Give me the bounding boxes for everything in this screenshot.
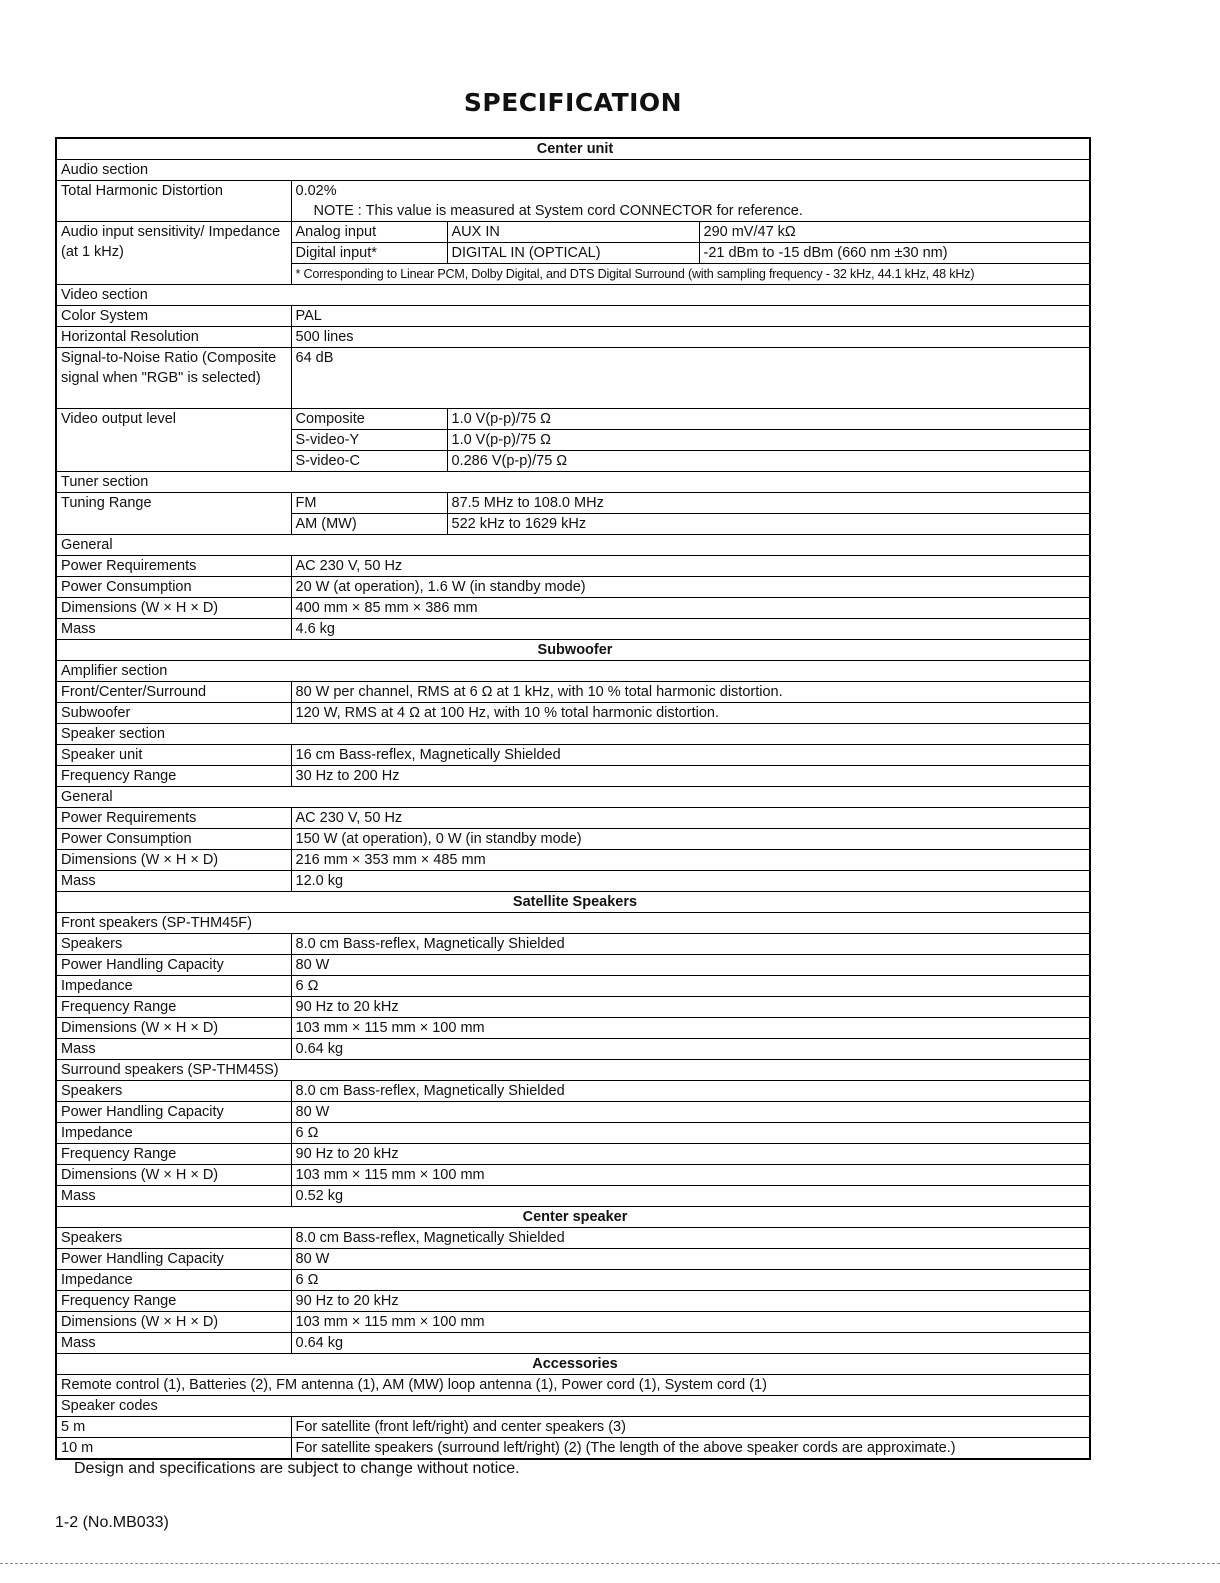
spec-label: Signal-to-Noise Ratio (Composite signal when "RGB" is selected) [56,348,291,409]
spec-value: 90 Hz to 20 kHz [291,1291,1090,1312]
spec-row [56,829,1090,850]
spec-value: 0.64 kg [291,1039,1090,1060]
section-label: General [56,535,1090,556]
section-row [56,1060,1090,1081]
spec-row [56,703,1090,724]
spec-value: 6 Ω [291,1270,1090,1291]
spec-value: 6 Ω [291,1123,1090,1144]
spec-value: 400 mm × 85 mm × 386 mm [291,598,1090,619]
spec-value: 80 W [291,1102,1090,1123]
section-label: Speaker section [56,724,1090,745]
spec-value: 216 mm × 353 mm × 485 mm [291,850,1090,871]
spec-row [56,997,1090,1018]
spec-row [56,1333,1090,1354]
section-label: General [56,787,1090,808]
spec-label: Power Requirements [56,808,291,829]
spec-label: Impedance [56,976,291,997]
spec-sub-label: FM [291,493,447,514]
spec-row [56,306,1090,327]
spec-label: Dimensions (W × H × D) [56,850,291,871]
group-header-row [56,1207,1090,1228]
spec-value: For satellite (front left/right) and center speakers (3) [291,1417,1090,1438]
group-header: Subwoofer [56,640,1090,661]
spec-label: Power Consumption [56,829,291,850]
spec-row [56,181,1090,202]
spec-value: 80 W [291,955,1090,976]
spec-sub-value: 1.0 V(p-p)/75 Ω [447,409,1090,430]
spec-sub-label: AM (MW) [291,514,447,535]
spec-row [56,808,1090,829]
spec-label: Power Handling Capacity [56,1102,291,1123]
spec-row [56,976,1090,997]
spec-row [56,850,1090,871]
spec-row [56,619,1090,640]
spec-value: 103 mm × 115 mm × 100 mm [291,1018,1090,1039]
spec-label: Speakers [56,934,291,955]
spec-value: 90 Hz to 20 kHz [291,997,1090,1018]
spec-row-tall [56,348,1090,409]
spec-value: 8.0 cm Bass-reflex, Magnetically Shielded [291,1081,1090,1102]
spec-label: Dimensions (W × H × D) [56,1018,291,1039]
spec-sub-label: S-video-C [291,451,447,472]
group-header: Center speaker [56,1207,1090,1228]
spec-value: 0.52 kg [291,1186,1090,1207]
spec-row [56,1165,1090,1186]
spec-label: Frequency Range [56,1144,291,1165]
spec-label: Power Consumption [56,577,291,598]
spec-row [56,745,1090,766]
spec-label: Mass [56,1186,291,1207]
section-row [56,285,1090,306]
spec-sub-label: Composite [291,409,447,430]
spec-row [56,1186,1090,1207]
spec-row [56,1102,1090,1123]
spec-sub-port: DIGITAL IN (OPTICAL) [447,243,699,264]
section-row [56,724,1090,745]
section-label: Tuner section [56,472,1090,493]
spec-label: Mass [56,1039,291,1060]
spec-sub-value: 522 kHz to 1629 kHz [447,514,1090,535]
spec-label: Mass [56,619,291,640]
spec-label: 10 m [56,1438,291,1460]
spec-label: Horizontal Resolution [56,327,291,348]
spec-label: Tuning Range [56,493,291,535]
spec-value: 80 W per channel, RMS at 6 Ω at 1 kHz, with 10 % total harmonic distortion. [291,682,1090,703]
spec-row [56,1270,1090,1291]
spec-label: Mass [56,1333,291,1354]
section-row [56,535,1090,556]
spec-label: Frequency Range [56,1291,291,1312]
spec-label: Impedance [56,1270,291,1291]
spec-row [56,1438,1090,1460]
spec-row [56,1249,1090,1270]
spec-label: Speakers [56,1081,291,1102]
spec-label: Speakers [56,1228,291,1249]
group-header: Center unit [56,138,1090,160]
spec-row [56,766,1090,787]
spec-label: Front/Center/Surround [56,682,291,703]
section-label: Video section [56,285,1090,306]
spec-label: Dimensions (W × H × D) [56,1312,291,1333]
spec-value: 80 W [291,1249,1090,1270]
spec-row [56,1123,1090,1144]
spec-label: Dimensions (W × H × D) [56,1165,291,1186]
spec-label: Dimensions (W × H × D) [56,598,291,619]
section-row [56,661,1090,682]
spec-label: Total Harmonic Distortion [56,181,291,222]
spec-label: Color System [56,306,291,327]
spec-sub-value: 1.0 V(p-p)/75 Ω [447,430,1090,451]
spec-value: 90 Hz to 20 kHz [291,1144,1090,1165]
spec-row [56,955,1090,976]
spec-value: 8.0 cm Bass-reflex, Magnetically Shielded [291,1228,1090,1249]
section-label: Amplifier section [56,661,1090,682]
spec-row [56,556,1090,577]
spec-value: AC 230 V, 50 Hz [291,556,1090,577]
footer-note: Design and specifications are subject to change without notice. [74,1460,520,1477]
spec-value: 4.6 kg [291,619,1090,640]
spec-sub-label: Digital input* [291,243,447,264]
spec-row [56,1039,1090,1060]
spec-value: 0.64 kg [291,1333,1090,1354]
section-row [56,160,1090,181]
group-header: Accessories [56,1354,1090,1375]
section-label: Audio section [56,160,1090,181]
spec-row [56,934,1090,955]
spec-value: 103 mm × 115 mm × 100 mm [291,1312,1090,1333]
spec-value: 30 Hz to 200 Hz [291,766,1090,787]
spec-value: 500 lines [291,327,1090,348]
section-row [56,1375,1090,1396]
section-label: Front speakers (SP-THM45F) [56,913,1090,934]
spec-row [56,577,1090,598]
spec-label: 5 m [56,1417,291,1438]
group-header-row [56,138,1090,160]
spec-sub-label: S-video-Y [291,430,447,451]
page-number: 1-2 (No.MB033) [55,1514,169,1531]
spec-label: Impedance [56,1123,291,1144]
spec-label: Power Requirements [56,556,291,577]
spec-label: Audio input sensitivity/ Impedance (at 1 kHz) [56,222,291,285]
spec-label: Subwoofer [56,703,291,724]
bottom-dashed-rule [0,1563,1220,1564]
specification-table [55,137,1091,1460]
spec-value: 6 Ω [291,976,1090,997]
spec-row [56,1291,1090,1312]
spec-sub-value: -21 dBm to -15 dBm (660 nm ±30 nm) [699,243,1090,264]
spec-label: Video output level [56,409,291,472]
section-row [56,913,1090,934]
spec-row [56,1081,1090,1102]
spec-sub-row [56,409,1090,430]
specification-table-body [56,138,1090,1459]
spec-value: AC 230 V, 50 Hz [291,808,1090,829]
spec-row [56,598,1090,619]
spec-value: 103 mm × 115 mm × 100 mm [291,1165,1090,1186]
spec-value: 12.0 kg [291,871,1090,892]
spec-sub-row [56,493,1090,514]
group-header-row [56,892,1090,913]
spec-label: Speaker unit [56,745,291,766]
footnote: * Corresponding to Linear PCM, Dolby Digital, and DTS Digital Surround (with sampling frequency - 32 kHz, 44.1 kHz, 48 kHz) [291,264,1090,285]
spec-row [56,682,1090,703]
spec-value: PAL [291,306,1090,327]
spec-value: 150 W (at operation), 0 W (in standby mode) [291,829,1090,850]
section-label: Remote control (1), Batteries (2), FM antenna (1), AM (MW) loop antenna (1), Power cord (1), System cord (1) [56,1375,1090,1396]
spec-row [56,327,1090,348]
spec-value: 120 W, RMS at 4 Ω at 100 Hz, with 10 % total harmonic distortion. [291,703,1090,724]
spec-label: Power Handling Capacity [56,955,291,976]
spec-sub-value: 0.286 V(p-p)/75 Ω [447,451,1090,472]
spec-sub-row [56,222,1090,243]
spec-value: 16 cm Bass-reflex, Magnetically Shielded [291,745,1090,766]
spec-row [56,1417,1090,1438]
spec-sub-port: AUX IN [447,222,699,243]
section-label: Surround speakers (SP-THM45S) [56,1060,1090,1081]
group-header-row [56,640,1090,661]
section-row [56,472,1090,493]
spec-value: 20 W (at operation), 1.6 W (in standby mode) [291,577,1090,598]
spec-row [56,1144,1090,1165]
spec-value: 8.0 cm Bass-reflex, Magnetically Shielded [291,934,1090,955]
section-label: Speaker codes [56,1396,1090,1417]
spec-label: Power Handling Capacity [56,1249,291,1270]
spec-row [56,1018,1090,1039]
section-row [56,787,1090,808]
group-header-row [56,1354,1090,1375]
spec-value: 64 dB [291,348,1090,409]
spec-value: 0.02% [291,181,1090,202]
spec-value: For satellite speakers (surround left/right) (2) (The length of the above speaker cords are approximate.) [291,1438,1090,1460]
spec-row [56,1312,1090,1333]
section-row [56,1396,1090,1417]
spec-sub-value: 290 mV/47 kΩ [699,222,1090,243]
spec-label: Mass [56,871,291,892]
spec-sub-label: Analog input [291,222,447,243]
spec-sub-value: 87.5 MHz to 108.0 MHz [447,493,1090,514]
spec-note: NOTE : This value is measured at System cord CONNECTOR for reference. [291,201,1090,222]
spec-row [56,1228,1090,1249]
spec-row [56,871,1090,892]
page-title: SPECIFICATION [463,88,683,117]
spec-label: Frequency Range [56,997,291,1018]
spec-label: Frequency Range [56,766,291,787]
group-header: Satellite Speakers [56,892,1090,913]
